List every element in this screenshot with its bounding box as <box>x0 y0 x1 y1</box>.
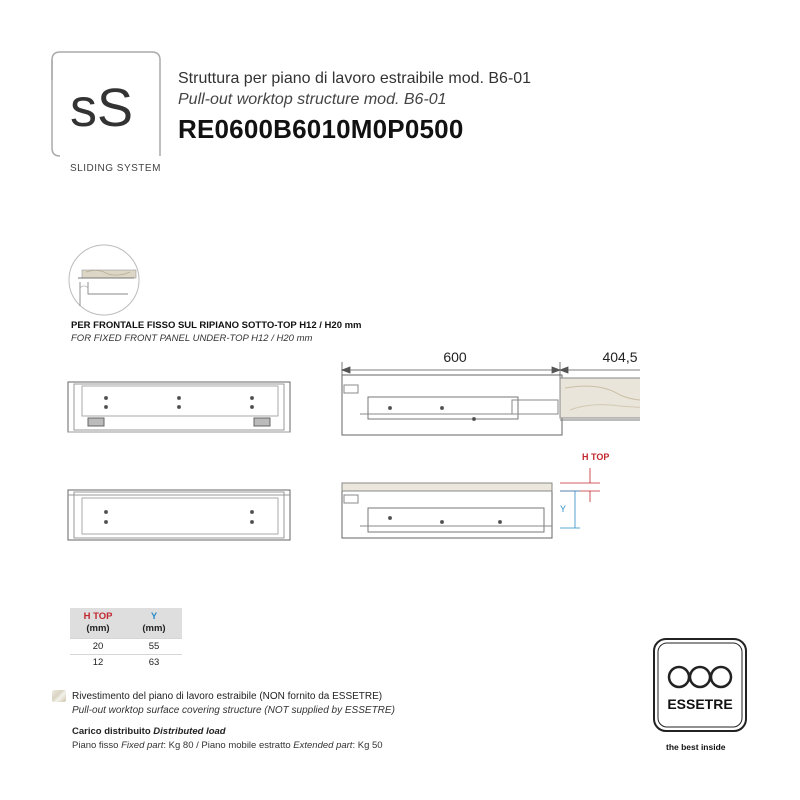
table-cell: 20 <box>70 639 126 655</box>
logo-mark: sS <box>70 78 134 138</box>
dimension-fixed: 600 <box>443 349 467 365</box>
title-english: Pull-out worktop structure mod. B6-01 <box>178 91 447 108</box>
load-values: Piano fisso Fixed part: Kg 80 / Piano mobile estratto Extended part: Kg 50 <box>72 740 383 751</box>
covering-note-italian: Rivestimento del piano di lavoro estraibile (NON fornito da ESSETRE) <box>72 691 383 702</box>
table-cell: 55 <box>126 639 182 655</box>
product-code: RE0600B6010M0P0500 <box>178 114 464 144</box>
brand-tagline: the best inside <box>666 742 726 752</box>
table-row <box>70 655 182 671</box>
logo-subtitle: SLIDING SYSTEM <box>70 163 161 174</box>
table-row <box>70 639 182 655</box>
detail-thumbnail <box>68 244 140 316</box>
table-header-y: Y (mm) <box>126 608 182 639</box>
technical-drawing <box>60 340 640 560</box>
table-cell: 12 <box>70 655 126 671</box>
essetre-logo <box>652 637 748 733</box>
marble-swatch-icon <box>52 690 66 702</box>
front-view-extended <box>68 382 290 432</box>
side-view-extended <box>342 375 640 435</box>
y-label: Y <box>560 504 567 514</box>
dimension-extended: 404,5 <box>602 349 638 365</box>
htop-y-table <box>70 608 182 670</box>
table-cell: 63 <box>126 655 182 671</box>
brand-name: ESSETRE <box>667 696 733 712</box>
table-header-htop: H TOP (mm) <box>70 608 126 639</box>
covering-note-english: Pull-out worktop surface covering structure (NOT supplied by ESSETRE) <box>72 705 395 716</box>
title-italian: Struttura per piano di lavoro estraibile mod. B6-01 <box>178 70 532 87</box>
section-heading-italian: PER FRONTALE FISSO SUL RIPIANO SOTTO-TOP H12 / H20 mm <box>71 320 362 331</box>
side-view-closed <box>342 483 552 538</box>
front-view-closed <box>68 490 290 540</box>
load-title: Carico distribuito Distributed load <box>72 726 226 737</box>
htop-label: H TOP <box>582 452 610 462</box>
sliding-system-logo <box>50 50 162 158</box>
section-heading-english: FOR FIXED FRONT PANEL UNDER-TOP H12 / H20 mm <box>71 333 313 344</box>
